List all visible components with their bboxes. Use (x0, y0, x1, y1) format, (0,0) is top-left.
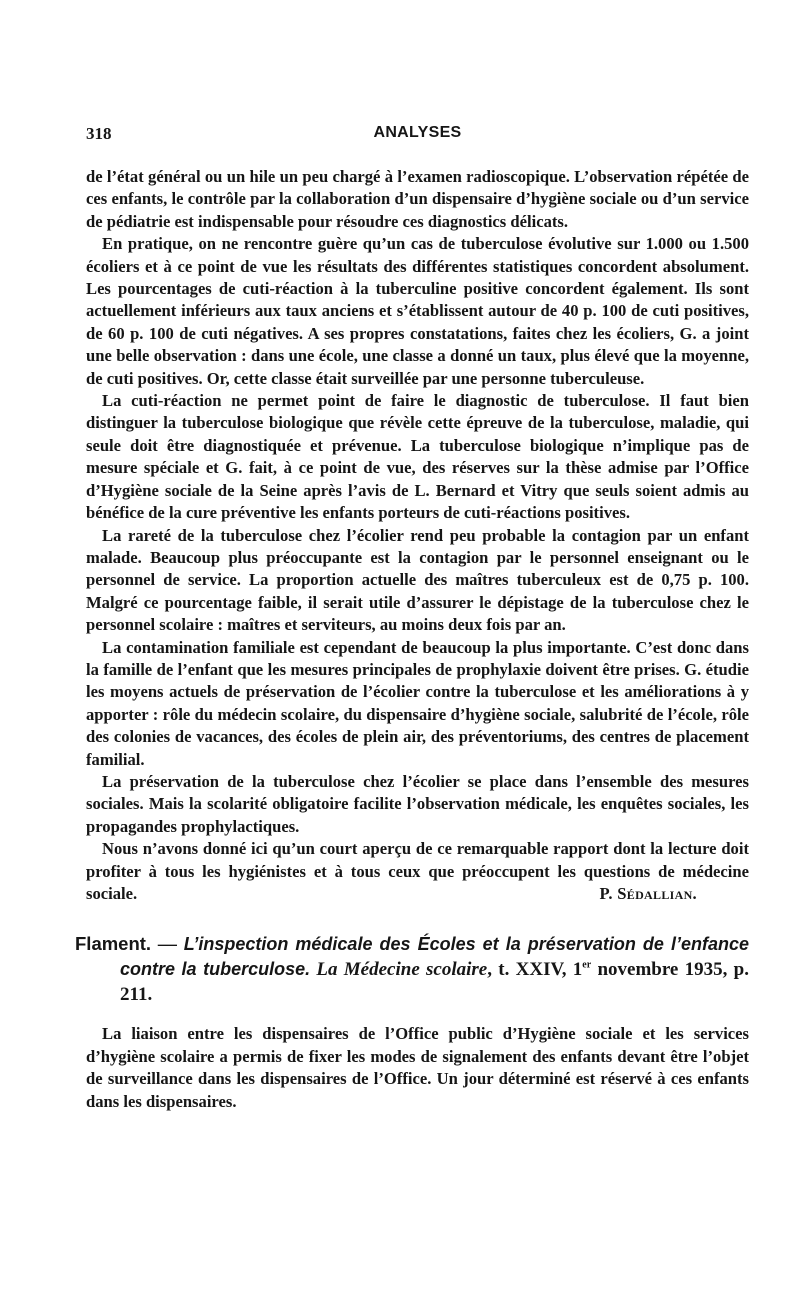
journal-name: La Médecine scolaire (316, 959, 488, 981)
signature: P. Sédallian. (599, 884, 697, 903)
paragraph-7: Nous n’avons donné ici qu’un court aperçu de ce remarquable rapport dont la lecture doit profiter à tous les hygiénistes et à tous ceux que préoccupent les questions de médecine sociale. (86, 839, 749, 903)
paragraph-5: La contamination familiale est cependant de beaucoup la plus importante. C’est donc dans la famille de l’enfant que les mesures principales de prophylaxie doivent être prises. G. étudie les moyens actuels de préservation de l’écolier contre la tuberculose et les améliorations à y apporter : rôle du médecin scolaire, du dispensaire d’hygiène sociale, salubrité de l’école, rôle des colonies de vacances, des écoles de plein air, des préventoriums, des centres de placement familial. (86, 637, 749, 769)
review-entry (75, 931, 749, 1113)
page (75, 118, 749, 1113)
page-number: 318 (86, 124, 112, 143)
paragraph-6: La préservation de la tuberculose chez l’écolier se place dans l’ensemble des mesures sociales. Mais la scolarité obligatoire facilite l’observation médicale, les enquêtes sociales, les propagandes prophylactiques. (86, 771, 749, 836)
date-rest: novembre 1935, p. 211. (120, 959, 749, 1006)
review-author: Flament. (75, 933, 152, 955)
date-ordinal: er (582, 960, 592, 972)
review-title: L’inspection médicale des Écoles et la préservation de l’enfance contre la tuberculose. (120, 934, 749, 980)
paragraph-4: La rareté de la tuberculose chez l’écolier rend peu probable la contagion par un enfant malade. Beaucoup plus préoccupante est la contagion par le personnel enseignant ou le personnel de service. La proportion actuelle des maîtres tuberculeux est de 0,75 p. 100. Malgré ce pourcentage faible, il serait utile d’assurer le dépistage de la tuberculose chez le personnel scolaire : maîtres et serviteurs, au moins deux fois par an. (86, 525, 749, 635)
review-paragraph: La liaison entre les dispensaires de l’Office public d’Hygiène sociale et les services d’hygiène scolaire a permis de fixer les modes de signalement des enfants devant être l’objet de surveillance dans les dispensaires de l’Office. Un jour déterminé est réservé à ces enfants dans les dispensaires. (86, 1024, 749, 1111)
review-dash: — (151, 934, 184, 956)
paragraph-7-with-signature (86, 838, 749, 905)
paragraph-3: La cuti-réaction ne permet point de faire le diagnostic de tuberculose. Il faut bien distinguer la tuberculose biologique que révèle cette épreuve de la tuberculose, maladie, qui seule doit être diagnostiquée et prévenue. La tuberculose biologique n’implique pas de mesure spéciale et G. fait, à ce point de vue, des réserves sur la thèse admise par l’Office d’Hygiène sociale de la Seine après l’avis de L. Bernard et Vitry que seuls soient admis au bénéfice de la cure préventive les enfants porteurs de cuti-réactions positives. (86, 391, 749, 523)
journal-volume: , t. XXIV, (487, 959, 567, 981)
paragraph-1: de l’état général ou un hile un peu chargé à l’examen radioscopique. L’observation répétée de ces enfants, le contrôle par la collaboration d’un dispensaire d’hygiène sociale ou d’un service de pédiatrie est indispensable pour résoudre ces diagnostics délicats. (86, 167, 749, 231)
paragraph-2: En pratique, on ne rencontre guère qu’un cas de tuberculose évolutive sur 1.000 ou 1.500 écoliers et à ce point de vue les résultats des différentes statistiques concordent absolument. Les pourcentages de cuti-réaction à la tuberculine positive concordent également. Ils sont actuellement inférieurs aux taux anciens et s’établissent autour de 40 p. 100 de cuti positives, de 60 p. 100 de cuti négatives. A ses propres constatations, faites chez les écoliers, G. a joint une belle observation : dans une école, une classe a donné un taux, plus élevé que la moyenne, de cuti positives. Or, cette classe était surveillée par une personne tuberculeuse. (86, 234, 749, 388)
page-header (86, 118, 749, 146)
review-body (86, 1023, 749, 1113)
date-day: 1 (572, 959, 583, 981)
review-heading (75, 931, 749, 1007)
article-body (86, 166, 749, 905)
running-title: ANALYSES (373, 124, 462, 141)
